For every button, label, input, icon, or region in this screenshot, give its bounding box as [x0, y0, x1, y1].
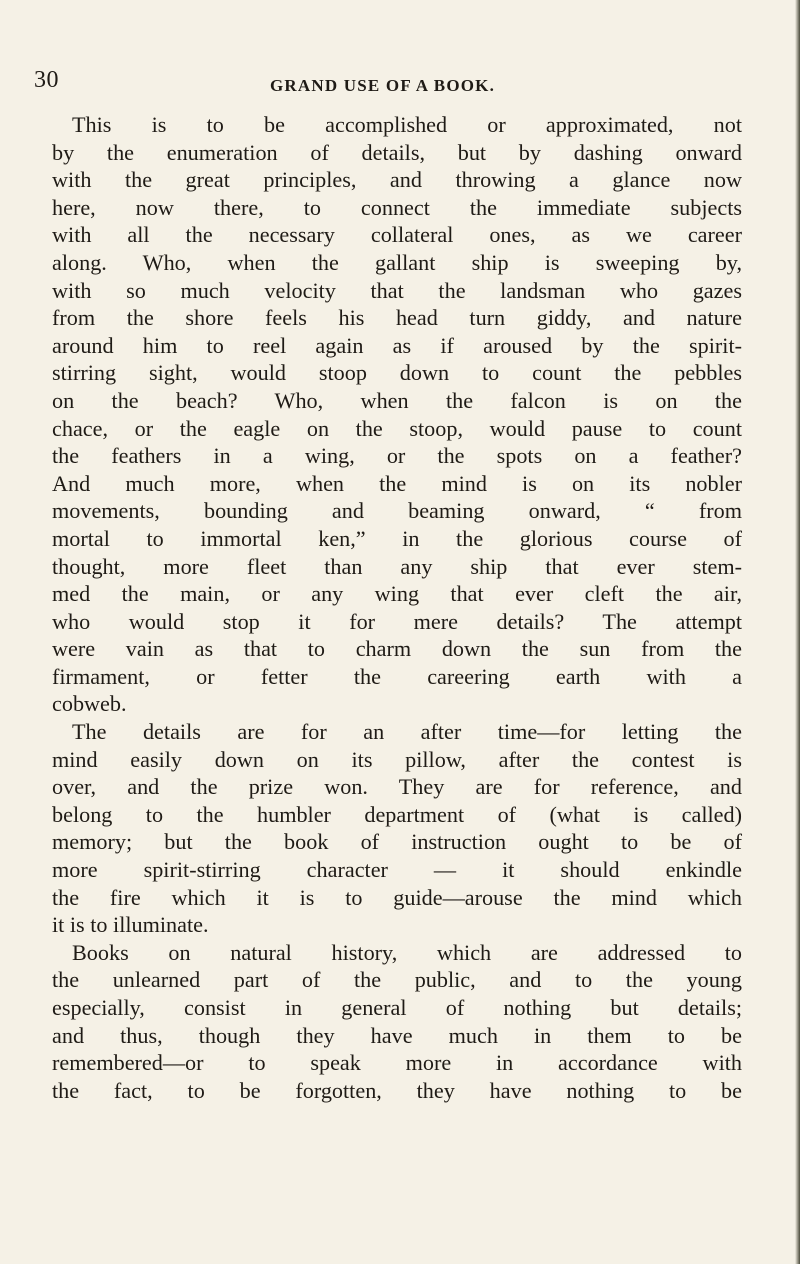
text-line: with the great principles, and throwing a glance now: [52, 167, 742, 193]
text-line: who would stop it for mere details? The attempt: [52, 608, 742, 634]
text-line: with so much velocity that the landsman who gazes: [52, 277, 742, 303]
running-title: GRAND USE OF A BOOK.: [270, 76, 496, 95]
text-line: movements, bounding and beaming onward, “ from: [52, 498, 742, 524]
text-line: on the beach? Who, when the falcon is on the: [52, 387, 742, 413]
body-text: [52, 111, 742, 1104]
text-line: it is to illuminate.: [52, 912, 209, 938]
text-line: around him to reel again as if aroused by the spirit-: [52, 332, 742, 358]
text-line: the unlearned part of the public, and to the young: [52, 967, 742, 993]
text-line: mind easily down on its pillow, after the contest is: [52, 746, 742, 772]
text-line: from the shore feels his head turn giddy, and nature: [52, 305, 742, 331]
text-line: And much more, when the mind is on its nobler: [52, 470, 742, 496]
text-line: by the enumeration of details, but by dashing onward: [52, 139, 742, 165]
running-head: [0, 60, 800, 100]
text-line: Books on natural history, which are addressed to: [72, 939, 742, 965]
page-edge-shadow: [795, 0, 800, 1264]
text-line: with all the necessary collateral ones, as we career: [52, 222, 742, 248]
text-line: This is to be accomplished or approximated, not: [72, 112, 742, 137]
text-line: chace, or the eagle on the stoop, would pause to count: [52, 415, 742, 441]
page-number: 30: [34, 67, 59, 93]
text-line: cobweb.: [52, 691, 127, 717]
text-line: were vain as that to charm down the sun from the: [52, 636, 742, 662]
text-line: memory; but the book of instruction ought to be of: [52, 829, 742, 855]
text-line: and thus, though they have much in them to be: [52, 1022, 742, 1048]
text-line: the fact, to be forgotten, they have nothing to be: [52, 1077, 742, 1103]
text-line: mortal to immortal ken,” in the glorious course of: [52, 525, 742, 551]
text-line: along. Who, when the gallant ship is sweeping by,: [52, 249, 742, 275]
text-line: belong to the humbler department of (what is called): [52, 801, 742, 827]
text-line: here, now there, to connect the immediate subjects: [52, 194, 742, 220]
text-line: remembered—or to speak more in accordance with: [52, 1050, 742, 1076]
text-line: the fire which it is to guide—arouse the mind which: [52, 884, 742, 910]
text-line: over, and the prize won. They are for reference, and: [52, 774, 742, 800]
text-line: the feathers in a wing, or the spots on a feather?: [52, 443, 742, 469]
text-line: The details are for an after time—for letting the: [72, 719, 742, 745]
text-line: stirring sight, would stoop down to count the pebbles: [52, 360, 742, 386]
text-line: med the main, or any wing that ever cleft the air,: [52, 581, 742, 607]
text-line: firmament, or fetter the careering earth with a: [52, 663, 742, 689]
text-line: especially, consist in general of nothing but details;: [52, 995, 742, 1020]
text-line: more spirit-stirring character — it should enkindle: [52, 857, 742, 883]
text-line: thought, more fleet than any ship that ever stem-: [52, 553, 742, 579]
